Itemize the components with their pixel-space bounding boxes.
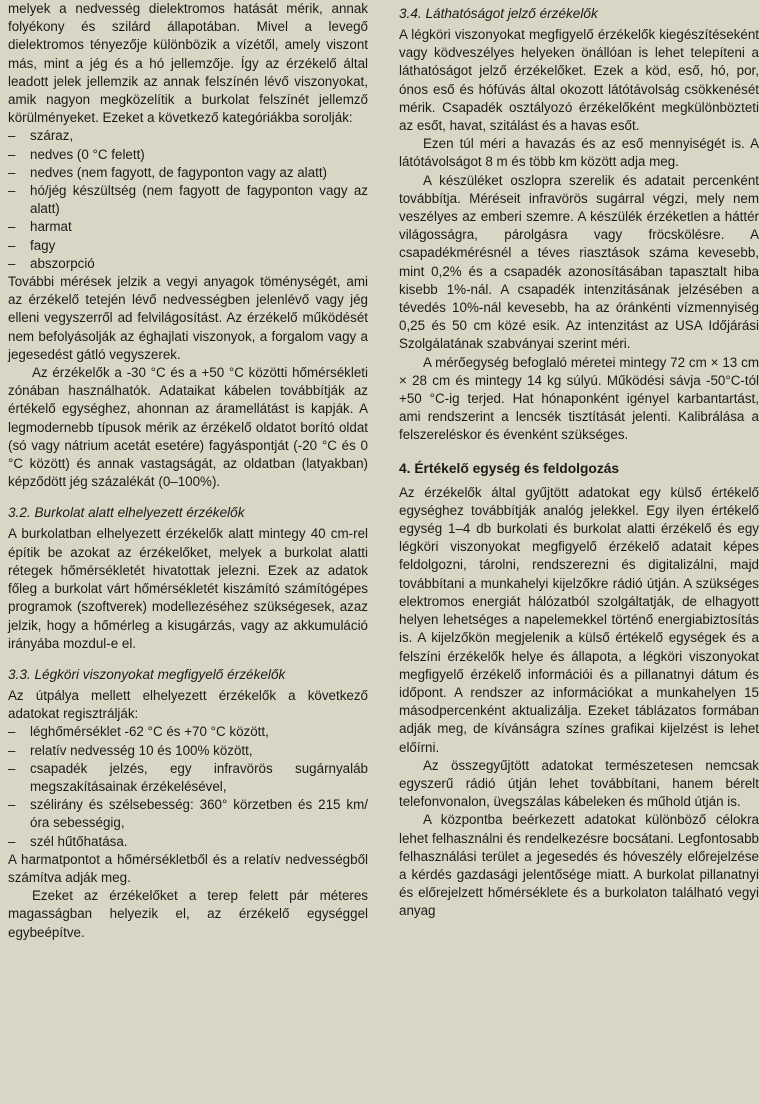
list-item: – léghőmérséklet -62 °C és +70 °C között, [8, 723, 368, 741]
list-item: – szél hűtőhatása. [8, 833, 368, 851]
list-item: – szélirány és szélsebesség: 360° körzetben és 215 km/óra sebességig, [8, 796, 368, 832]
paragraph: További mérések jelzik a vegyi anyagok töménységét, ami az érzékelő tetején lévő nedvességben jelenlévő vagy jég elleni vegyszerről ad felvilágosítást. Az érzékelő működését nem befolyásolják az éghajlati viszonyok, a forgalom vagy a jegesedést gátló vegyszerek. [8, 274, 368, 362]
list-item: – relatív nedvesség 10 és 100% között, [8, 742, 368, 760]
section-heading-3-3: 3.3. Légköri viszonyokat megfigyelő érzékelők [8, 666, 286, 682]
paragraph: A készüléket oszlopra szerelik és adatait percenként továbbítja. Méréseit infravörös sugárral végzi, mely nem veszélyes az emberi szemre. A készülék érzéketlen a háttér világosságra, párolgásra vagy fröcskölésre. A csapadékmérésnél a téves riasztások száma kevesebb, mint 0,2% és a csapadék azonosításában tapasztalt hiba kisebb 1%-nál. A csapadék intenzitásának jelzésében a tévedés 10%-nál kevesebb, ha az óránkénti vízmennyiség 0,25 és 50 cm közé esik. Az intenzitást az USA Időjárási Szolgálatának szabványai szerint méri. [399, 172, 759, 352]
paragraph: Az érzékelők a -30 °C és a +50 °C közötti hőmérsékleti zónában használhatók. Adataikat kábelen továbbítják az értékelő egységhez, ahonnan az áramellátást is kapják. A legmodernebb típusok mérik az érzékelő oldatot borító oldat (só vagy nátrium acetát esetére) fagyáspontját (-20 °C és 0 °C között) és annak vastagságát, az oldatban (latyakban) képződött jég százalékát (0–100%). [8, 365, 368, 490]
list-item: – fagy [8, 237, 368, 255]
section-heading-3-4: 3.4. Láthatóságot jelző érzékelők [399, 6, 598, 21]
right-column [399, 0, 759, 921]
paragraph: melyek a nedvesség dielektromos hatását mérik, annak folyékony és szilárd állapotában. Mivel a levegő dielektromos tényezője különbözik a vízétől, amely viszont más, mint a jég és a hó jellemzője. Így az érzékelő által leadott jelek jellemzik az annak felszínén lévő viszonyokat, amik nagyon megközelítik a burkolat felszínét jellemző körülményeket. Ezeket a következő kategóriákba sorolják: [8, 1, 368, 126]
section-heading-3-2: 3.2. Burkolat alatt elhelyezett érzékelők [8, 505, 245, 521]
left-column [8, 0, 368, 942]
list-item: – csapadék jelzés, egy infravörös sugárnyaláb megszakításainak érzékelésével, [8, 760, 368, 796]
paragraph: Az érzékelők által gyűjtött adatokat egy külső értékelő egységhez továbbítják analóg jelekkel. Egy ilyen értékelő egység 1–4 db burkolati és burkolat alatti érzékelő és egy légköri viszonyokat megfigyelő érzékelő adatait képes feldolgozni, tárolni, rendszerezni és digitalizálni, majd továbbítani a munkahelyi kijelzőkre rádió útján. A szükséges elektromos energiát hálózatból szolgáltatják, de elhagyott helyen lehetséges a napelemekkel történő energiabiztosítás is. A kijelzőkön megjelenik a külső értékelő egységek és a felszíni érzékelők helye és állapota, a légköri viszonyokat megfigyelő érzékelő információi és a pillanatnyi dátum és időpont. A rendszer az információkat a munkahelyen 15 másodpercenként aktualizálja. Ezeket táblázatos formában adják meg, de kívánságra színes grafikai kijelzést is lehet előírni. [399, 484, 759, 755]
paragraph: Az útpálya mellett elhelyezett érzékelők a következő adatokat regisztrálják: [8, 687, 368, 722]
paragraph: Ezeket az érzékelőket a terep felett pár méteres magasságban helyezik el, az érzékelő egységgel egybeépítve. [8, 888, 368, 940]
list-item: – hó/jég készültség (nem fagyott de fagyponton vagy az alatt) [8, 182, 368, 218]
paragraph: A légköri viszonyokat megfigyelő érzékelők kiegészítéseként vagy ködveszélyes helyeken önállóan is lehet telepíteni a láthatóságot jelző érzékelőket. Ezek a köd, eső, hó, por, ónos eső és hófúvás által okozott látótávolság csökkenését mérik. Csapadék osztályozó érzékelőként megkülönbözteti az esőt, havat, szitálást és a havas esőt. [399, 27, 759, 134]
list-item: – nedves (0 °C felett) [8, 146, 368, 164]
condition-list [8, 127, 368, 273]
paragraph: Az összegyűjtött adatokat természetesen nemcsak egyszerű rádió útján lehet továbbítani, hanem bérelt telefonvonalon, üvegszálas kábeleken és műhold útján is. [399, 757, 759, 810]
list-item: – száraz, [8, 127, 368, 145]
paragraph: Ezen túl méri a havazás és az eső mennyiségét is. A látótávolságot 8 m és több km között adja meg. [399, 136, 759, 170]
list-item: – abszorpció [8, 255, 368, 273]
measurement-list [8, 723, 368, 850]
paragraph: A mérőegység befoglaló méretei mintegy 72 cm × 13 cm × 28 cm és mintegy 14 kg súlyú. Működési sávja -50°C-tól +50 °C-ig terjed. Hat hónaponként igényel karbantartást, ami rendszerint a lencsék tisztítását jelenti. Kalibrálása a felszereléskor és évenként szükséges. [399, 354, 759, 443]
paragraph: A burkolatban elhelyezett érzékelők alatt mintegy 40 cm-rel építik be azokat az érzékelőket, melyek a burkolat alatti rétegek hőmérsékletét hivatottak jelezni. Ezek az adatok főleg a burkolat várt hőmérsékletét kiszámító számítógépes programok (szoftverek) modellezéséhez szükségesek, azaz jelzik, hogy a hőmérleg a kisugárzás, vagy az akkumuláció irányába mozdul-e el. [8, 526, 368, 651]
list-item: – harmat [8, 218, 368, 236]
paragraph: A központba beérkezett adatokat különböző célokra lehet felhasználni és rendelkezésre bocsátani. Legfontosabb felhasználási terület a jegesedés és hóveszély előrejelzése a kérdés gazdasági jelentősége miatt. A burkolat pillanatnyi és előrejelzett hőmérséklete és a burkolaton található vegyi anyag [399, 812, 759, 919]
list-item: – nedves (nem fagyott, de fagyponton vagy az alatt) [8, 164, 368, 182]
paragraph: A harmatpontot a hőmérsékletből és a relatív nedvességből számítva adják meg. [8, 851, 368, 885]
section-heading-4: 4. Értékelő egység és feldolgozás [399, 460, 620, 476]
